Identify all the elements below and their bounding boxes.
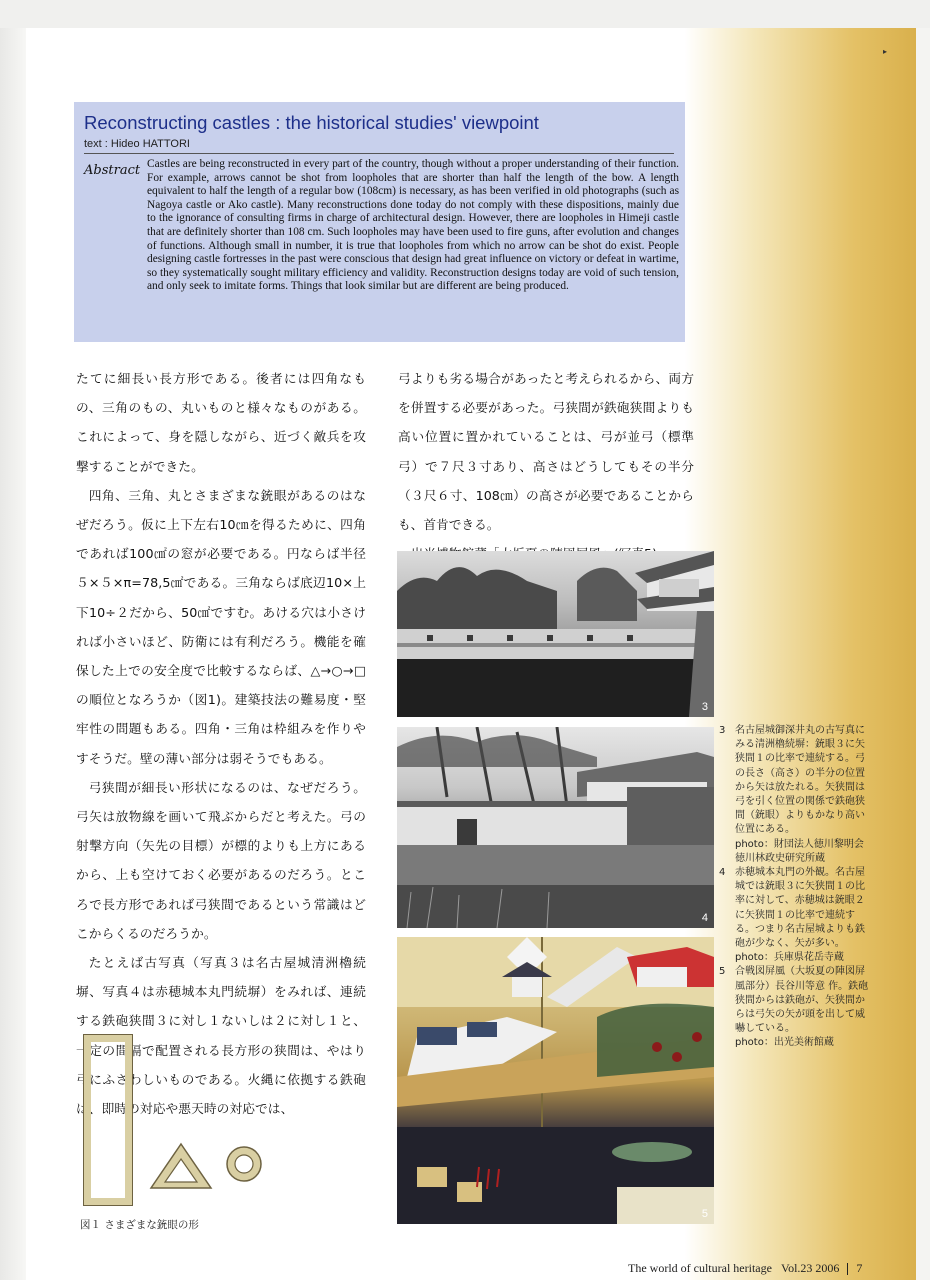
page-footer xyxy=(628,1261,862,1276)
abstract-text: Castles are being reconstructed in every part of the country, though without a proper understanding of their function. For example, arrows cannot be shot from loopholes that are shorter than half the length of the bow. A length equivalent to half the length of a regular bow (108cm) is necessary, as has been verified in old photographs (such as Nagoya castle or Ako castle). Many reconstructions done today do not comply with these dispositions, mainly due to the ignorance of consulting firms in charge of architectural design. However, there are loopholes in Himeji castle that are definitely shorter than 108 cm. Such loopholes may have been used to fire guns, after evolution and changes of functions. Although small in number, it is true that loopholes from which no arrow can be shot do exist. People designing castle fortresses in the past were conscious that design had great influence on victory or defeat in wartime, so they systematically sought military efficiency and validity. Reconstruction designs today are void of such tension, and only seek to imitate forms. Things that look similar but are different are being produced. xyxy=(147,158,679,293)
registration-mark: ▸ xyxy=(883,47,888,56)
caption-item xyxy=(719,965,874,1050)
photo-captions xyxy=(719,724,874,1051)
caption-number: 3 xyxy=(719,725,726,736)
figure-caption: 図１ さまざまな銃眼の形 xyxy=(80,1219,199,1231)
photo-number: 4 xyxy=(701,912,708,924)
footer-separator xyxy=(847,1263,848,1275)
article-title: Reconstructing castles : the historical studies' viewpoint xyxy=(84,112,539,133)
body-paragraph: 弓よりも劣る場合があったと考えられるから、両方を併置する必要があった。弓狭間が鉄砲狭間よりも高い位置に置かれていることは、弓が並弓（標準弓）で７尺３寸あり、高さはどうしてもその半分（３尺６寸、108㎝）の高さが必要であることからも、首肯できる。 xyxy=(398,371,694,533)
magazine-name: The world of cultural heritage xyxy=(628,1261,772,1275)
body-column-left xyxy=(76,364,366,1123)
photo-number: 3 xyxy=(701,701,708,713)
body-paragraph: 弓狭間が細長い形状になるのは、なぜだろう。弓矢は放物線を画いて飛ぶからだと考えた。弓の射撃方向（矢先の目標）が標的よりも上方にあるから、上も空けておく必要があるのだろう。ところで長方形であれば弓狭間であるという常識はどこからくるのだろうか。 xyxy=(76,779,366,941)
caption-number: 5 xyxy=(719,966,726,978)
caption-text: 赤穂城本丸門の外観。名古屋城では銃眼３に矢狭間１の比率に対して、赤穂城は銃眼２に矢狭間１の比率で連続する。つまり名古屋城よりも鉄砲が少なく、矢が多い。 xyxy=(735,867,865,950)
loophole-rectangle-icon xyxy=(83,1034,133,1206)
caption-text: 合戦図屏風（大坂夏の陣図屏風部分）長谷川等意 作。鉄砲狭間からは鉄砲が、矢狭間からは弓矢の矢が頭を出して威嚇している。 xyxy=(735,966,869,1035)
caption-text: 名古屋城御深井丸の古写真にみる清洲櫓続塀：銃眼３に矢狭間１の比率で連続する。弓の長さ（高さ）の半分の位置から矢は放たれる。矢狭間は弓を引く位置の関係で鉄砲狭間（銃眼）よりもかなり高い位置にある。 xyxy=(735,725,865,836)
loophole-triangle-icon xyxy=(148,1141,214,1191)
photo-4-illustration xyxy=(397,727,714,928)
caption-credit: photo：兵庫県花岳寺蔵 xyxy=(735,952,844,964)
loophole-circle-icon xyxy=(224,1144,264,1184)
photo-nagoya-castle xyxy=(397,551,714,717)
scan-top-edge xyxy=(0,0,930,28)
title-divider xyxy=(84,153,674,154)
photo-ako-castle xyxy=(397,727,714,928)
body-paragraph: たとえば古写真（写真３は名古屋城清洲櫓続塀、写真４は赤穂城本丸門続塀）をみれば、連続する鉄砲狭間３に対し１ないしは２に対し１と、一定の間隔で配置される長方形の狭間は、やはり弓にふさわしいものである。火縄に依拠する鉄砲は、即時の対応や悪天時の対応では、 xyxy=(76,955,366,1117)
body-column-right xyxy=(398,364,694,568)
page-number: 7 xyxy=(856,1261,863,1275)
photo-5-illustration xyxy=(397,937,714,1224)
caption-credit: photo：財団法人徳川黎明会 徳川林政史研究所蔵 xyxy=(735,838,864,864)
article-author: text : Hideo HATTORI xyxy=(84,138,190,150)
caption-item xyxy=(719,724,874,866)
caption-number: 4 xyxy=(719,867,726,879)
volume-info: Vol.23 2006 xyxy=(780,1261,840,1275)
photo-folding-screen xyxy=(397,937,714,1224)
body-paragraph: 四角、三角、丸とさまざまな銃眼があるのはなぜだろう。仮に上下左右10㎝を得るために、四角であれば100㎠の窓が必要である。円ならば半径５×５×π=78,5㎠である。三角ならば底辺10×上下10÷２だから、50㎠ですむ。あける穴は小さければ小さいほど、防衛には有利だろう。機能を確保した上での安全度で比較するならば、△→○→□の順位となろうか（図1)。建築技法の難易度・堅牢性の問題もある。四角・三角は枠組みを作りやすそうだ。壁の薄い部分は弱そうでもある。 xyxy=(76,487,366,766)
caption-item xyxy=(719,866,874,965)
photo-number: 5 xyxy=(701,1208,708,1220)
scan-left-edge xyxy=(0,28,26,1280)
body-paragraph: たてに細長い長方形である。後者には四角なもの、三角のもの、丸いものと様々なものがある。これによって、身を隠しながら、近づく敵兵を攻撃することができた。 xyxy=(76,371,366,474)
photo-3-illustration xyxy=(397,551,714,717)
caption-credit: photo：出光美術館蔵 xyxy=(735,1037,834,1049)
abstract-label: Abstract xyxy=(84,163,141,178)
